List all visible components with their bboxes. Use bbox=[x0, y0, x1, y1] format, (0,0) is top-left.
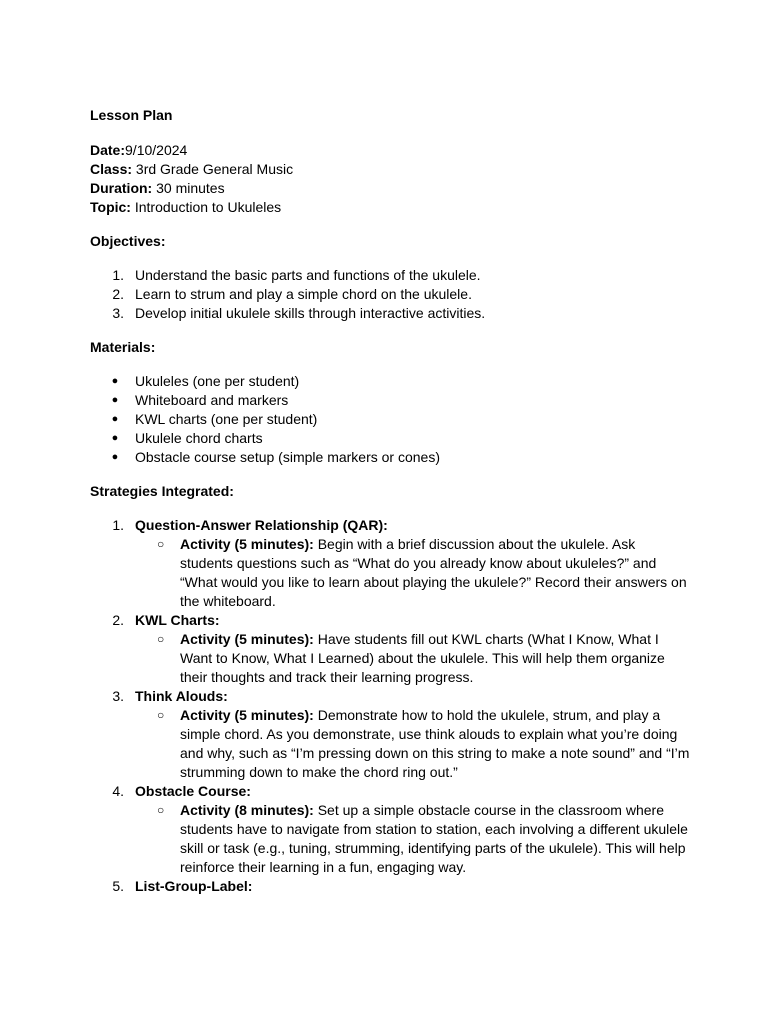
circle-bullet-icon: ○ bbox=[157, 632, 165, 646]
strategy-activity-list bbox=[135, 801, 690, 877]
objective-text: Develop initial ukulele skills through interactive activities. bbox=[135, 305, 486, 321]
material-item bbox=[90, 448, 690, 467]
material-item bbox=[90, 429, 690, 448]
bullet-icon: ● bbox=[111, 451, 119, 463]
list-number: 1. bbox=[112, 267, 124, 283]
activity-text: Begin with a brief discussion about the ukulele. Ask students questions such as “What do you already know about ukuleles?” and “What would you like to learn about playing the ukulele?” Record their answers on the whiteboard. bbox=[180, 536, 687, 609]
list-number: 1. bbox=[112, 517, 124, 533]
bullet-icon: ● bbox=[111, 413, 119, 425]
material-item bbox=[90, 372, 690, 391]
objective-item bbox=[90, 266, 690, 285]
strategy-title: KWL Charts: bbox=[135, 612, 220, 628]
meta-class bbox=[90, 160, 690, 179]
list-number: 2. bbox=[112, 612, 124, 628]
list-number: 3. bbox=[112, 688, 124, 704]
material-text: Ukulele chord charts bbox=[135, 430, 263, 446]
strategy-activity bbox=[135, 535, 690, 611]
objective-text: Understand the basic parts and functions of the ukulele. bbox=[135, 267, 481, 283]
meta-class-value: 3rd Grade General Music bbox=[132, 161, 294, 177]
list-number: 5. bbox=[112, 878, 124, 894]
activity-label: Activity (5 minutes): bbox=[180, 631, 314, 647]
meta-topic-value: Introduction to Ukuleles bbox=[130, 199, 282, 215]
material-text: Ukuleles (one per student) bbox=[135, 373, 300, 389]
strategy-title: Question-Answer Relationship (QAR): bbox=[135, 517, 388, 533]
material-item bbox=[90, 410, 690, 429]
material-text: Obstacle course setup (simple markers or cones) bbox=[135, 449, 440, 465]
strategy-item bbox=[90, 782, 690, 877]
meta-duration-label: Duration: bbox=[90, 180, 153, 196]
bullet-icon: ● bbox=[111, 394, 119, 406]
document-page bbox=[90, 106, 690, 896]
strategy-item bbox=[90, 687, 690, 782]
strategy-item bbox=[90, 516, 690, 611]
activity-text: Set up a simple obstacle course in the classroom where students have to navigate from station to station, each involving a different ukulele skill or task (e.g., tuning, strumming, identifying parts of the ukulele). This will help reinforce their learning in a fun, engaging way. bbox=[180, 802, 688, 875]
activity-label: Activity (5 minutes): bbox=[180, 707, 314, 723]
meta-topic-label: Topic: bbox=[90, 199, 131, 215]
circle-bullet-icon: ○ bbox=[157, 803, 165, 817]
strategy-activity bbox=[135, 801, 690, 877]
material-text: KWL charts (one per student) bbox=[135, 411, 318, 427]
strategy-activity-list bbox=[135, 706, 690, 782]
material-text: Whiteboard and markers bbox=[135, 392, 289, 408]
circle-bullet-icon: ○ bbox=[157, 537, 165, 551]
objectives-heading: Objectives: bbox=[90, 233, 166, 249]
strategy-item bbox=[90, 611, 690, 687]
meta-class-label: Class: bbox=[90, 161, 133, 177]
strategy-item bbox=[90, 877, 690, 896]
list-number: 2. bbox=[112, 286, 124, 302]
meta-topic bbox=[90, 198, 690, 217]
strategy-activity bbox=[135, 706, 690, 782]
circle-bullet-icon: ○ bbox=[157, 708, 165, 722]
activity-text: Demonstrate how to hold the ukulele, strum, and play a simple chord. As you demonstrate, use think alouds to explain what you’re doing and why, such as “I’m pressing down on this string to make a note sound” and “I’m strumming down to make the chord ring out.” bbox=[180, 707, 690, 780]
strategy-activity-list bbox=[135, 535, 690, 611]
strategy-title: List-Group-Label: bbox=[135, 878, 253, 894]
strategy-activity-list bbox=[135, 630, 690, 687]
strategies-list bbox=[90, 516, 690, 896]
meta-date bbox=[90, 141, 690, 160]
materials-list bbox=[90, 372, 690, 467]
bullet-icon: ● bbox=[111, 375, 119, 387]
meta-duration bbox=[90, 179, 690, 198]
objective-item bbox=[90, 304, 690, 323]
meta-duration-value: 30 minutes bbox=[152, 180, 225, 196]
activity-label: Activity (8 minutes): bbox=[180, 802, 314, 818]
strategy-title: Obstacle Course: bbox=[135, 783, 251, 799]
strategies-heading: Strategies Integrated: bbox=[90, 483, 234, 499]
bullet-icon: ● bbox=[111, 432, 119, 444]
strategy-activity bbox=[135, 630, 690, 687]
lesson-meta bbox=[90, 141, 690, 217]
strategy-title: Think Alouds: bbox=[135, 688, 228, 704]
activity-text: Have students fill out KWL charts (What I Know, What I Want to Know, What I Learned) about the ukulele. This will help them organize their thoughts and track their learning progress. bbox=[180, 631, 665, 685]
document-title: Lesson Plan bbox=[90, 107, 173, 123]
list-number: 4. bbox=[112, 783, 124, 799]
material-item bbox=[90, 391, 690, 410]
objective-text: Learn to strum and play a simple chord on the ukulele. bbox=[135, 286, 472, 302]
meta-date-label: Date: bbox=[90, 142, 126, 158]
meta-date-value: 9/10/2024 bbox=[125, 142, 188, 158]
activity-label: Activity (5 minutes): bbox=[180, 536, 314, 552]
materials-heading: Materials: bbox=[90, 339, 156, 355]
objectives-list bbox=[90, 266, 690, 323]
list-number: 3. bbox=[112, 305, 124, 321]
objective-item bbox=[90, 285, 690, 304]
